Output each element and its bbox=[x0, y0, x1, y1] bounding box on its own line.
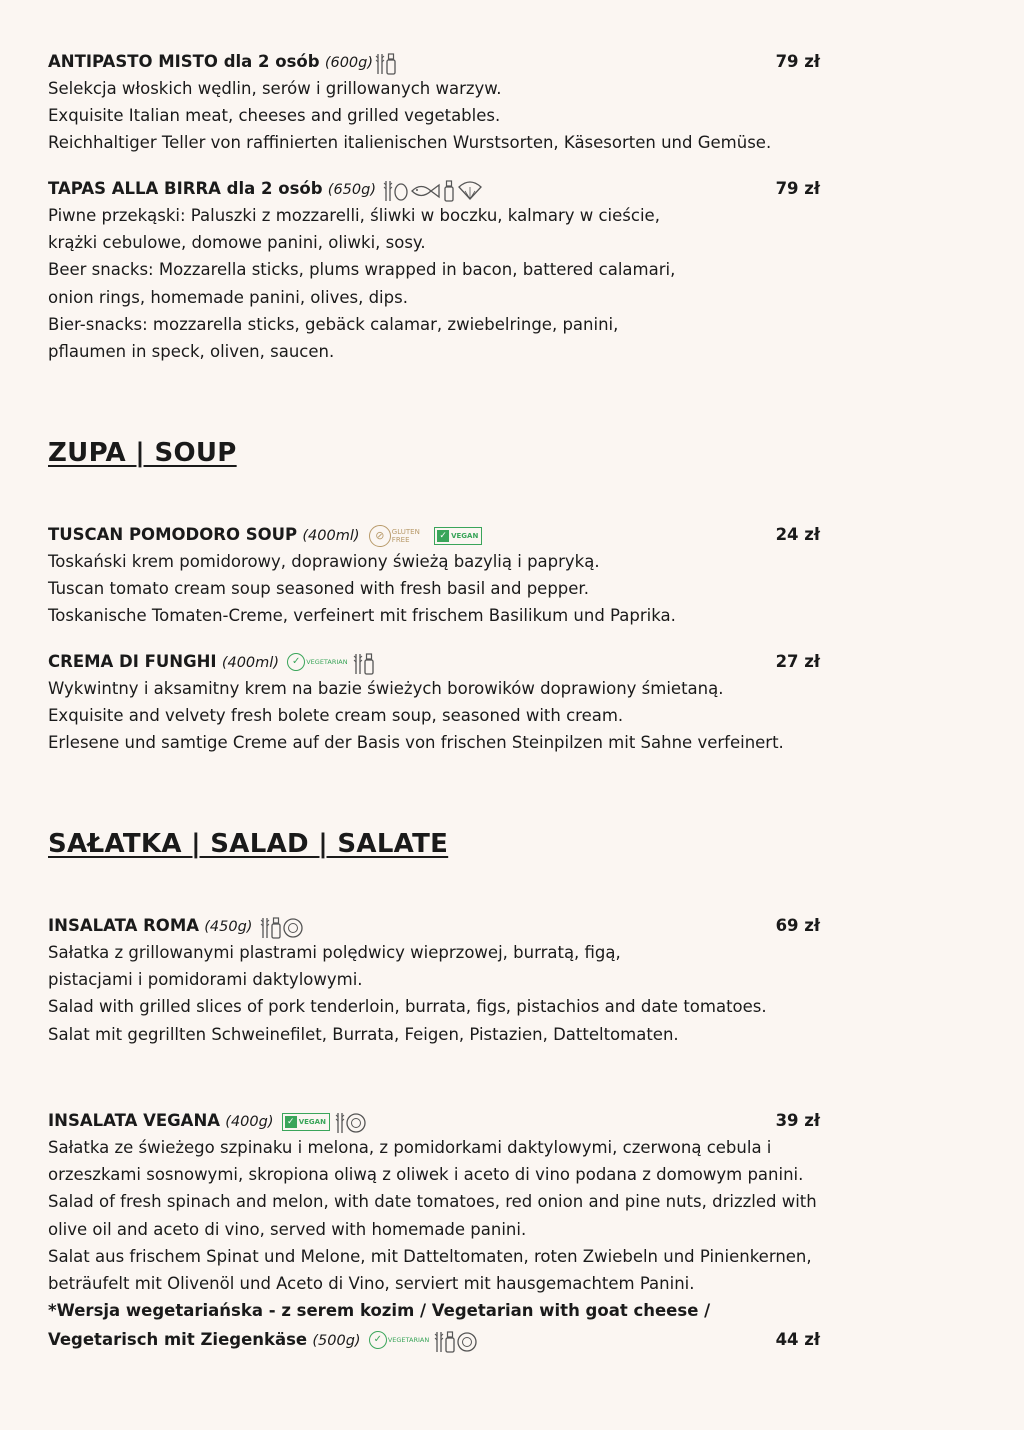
variant-header bbox=[48, 1326, 838, 1353]
gluten-free-label bbox=[392, 528, 420, 544]
item-description-pl: Wykwintny i aksamitny krem na bazie świeżych borowików doprawiony śmietaną. bbox=[48, 679, 724, 698]
vegan-label: VEGAN bbox=[451, 531, 479, 540]
item-description-de: Salat aus frischem Spinat und Melone, mit Datteltomaten, roten Zwiebeln und Pinienkernen, bbox=[48, 1246, 812, 1266]
item-header bbox=[48, 648, 838, 675]
gluten-free-label-line: FREE bbox=[391, 535, 410, 544]
item-price: 79 zł bbox=[775, 179, 820, 198]
menu-item-tuscan-soup bbox=[48, 521, 838, 630]
menu-item-tapas bbox=[48, 175, 838, 365]
item-description-en: olive oil and aceto di vino, served with homemade panini. bbox=[48, 1219, 527, 1239]
milk-icon bbox=[270, 916, 282, 940]
milk-icon bbox=[444, 1330, 456, 1354]
vegetarian-label: VEGETARIAN bbox=[306, 658, 348, 666]
item-price: 69 zł bbox=[775, 916, 820, 935]
menu-item-insalata-roma bbox=[48, 912, 838, 1048]
item-description-pl: Sałatka z grillowanymi plastrami polędwicy wieprzowej, burratą, figą, bbox=[48, 943, 621, 962]
leaf-check-icon: ✓ bbox=[285, 1116, 297, 1128]
item-weight: (400g) bbox=[225, 1114, 274, 1130]
fish-icon bbox=[409, 179, 443, 203]
nuts-icon bbox=[456, 1330, 478, 1354]
menu-item-insalata-vegana bbox=[48, 1107, 838, 1353]
item-weight: (450g) bbox=[204, 919, 253, 935]
item-header bbox=[48, 48, 838, 75]
gluten-free-label-line: GLUTEN bbox=[391, 527, 420, 536]
vegetarian-label: VEGETARIAN bbox=[387, 1336, 430, 1345]
nuts-icon bbox=[345, 1111, 367, 1135]
milk-icon bbox=[443, 179, 455, 203]
item-name: TAPAS ALLA BIRRA dla 2 osób bbox=[48, 179, 323, 198]
menu-item-crema-di-funghi bbox=[48, 648, 838, 757]
item-name: CREMA DI FUNGHI bbox=[48, 652, 217, 671]
item-name: INSALATA VEGANA bbox=[48, 1111, 221, 1130]
milk-icon bbox=[363, 652, 375, 676]
item-description-en: Exquisite and velvety fresh bolete cream soup, seasoned with cream. bbox=[48, 706, 624, 726]
item-price: 27 zł bbox=[775, 652, 820, 671]
allergen-icons bbox=[260, 913, 304, 940]
leaf-check-icon: ✓ bbox=[437, 530, 449, 542]
allergen-icons bbox=[375, 49, 397, 76]
item-description-pl: Sałatka ze świeżego szpinaku i melona, z pomidorkami daktylowymi, czerwoną cebula i bbox=[48, 1138, 772, 1157]
item-description-de: beträufelt mit Olivenöl und Aceto di Vino, serviert mit hausgemachtem Panini. bbox=[48, 1273, 695, 1293]
vegetarian-badge bbox=[287, 649, 347, 676]
allergen-icons bbox=[353, 649, 375, 676]
shellfish-icon bbox=[455, 179, 485, 203]
check-icon: ✓ bbox=[287, 653, 305, 671]
allergen-icons bbox=[335, 1108, 367, 1135]
allergen-icons bbox=[434, 1327, 478, 1354]
variant-price: 44 zł bbox=[775, 1330, 820, 1350]
variant-name: Vegetarisch mit Ziegenkäse bbox=[48, 1330, 308, 1350]
milk-icon bbox=[385, 52, 397, 76]
item-description-en: Beer snacks: Mozzarella sticks, plums wrapped in bacon, battered calamari, bbox=[48, 260, 676, 280]
gluten-icon bbox=[383, 179, 393, 203]
item-description-en: Exquisite Italian meat, cheeses and grilled vegetables. bbox=[48, 106, 501, 126]
item-weight: (600g) bbox=[324, 55, 374, 71]
item-description-de: Salat mit gegrillten Schweinefilet, Burrata, Feigen, Pistazien, Datteltomaten. bbox=[48, 1024, 679, 1044]
item-weight: (650g) bbox=[327, 182, 376, 198]
item-price: 79 zł bbox=[775, 52, 820, 71]
item-name: INSALATA ROMA bbox=[48, 916, 200, 935]
item-name: ANTIPASTO MISTO dla 2 osób bbox=[48, 52, 320, 71]
item-description-en: Salad of fresh spinach and melon, with date tomatoes, red onion and pine nuts, drizzled with bbox=[48, 1192, 817, 1212]
allergen-icons bbox=[383, 176, 485, 203]
item-name: TUSCAN POMODORO SOUP bbox=[48, 525, 298, 544]
item-header bbox=[48, 175, 838, 202]
item-description-pl: orzeszkami sosnowymi, skropiona oliwą z oliwek i aceto di vino podana z domowym panini. bbox=[48, 1165, 804, 1185]
item-header bbox=[48, 521, 838, 548]
item-description-pl: pistacjami i pomidorami daktylowymi. bbox=[48, 970, 363, 990]
item-description-en: Tuscan tomato cream soup seasoned with fresh basil and pepper. bbox=[48, 579, 589, 599]
vegan-badge bbox=[282, 1113, 330, 1131]
item-description-en: Salad with grilled slices of pork tenderloin, burrata, figs, pistachios and date tomatoes. bbox=[48, 997, 767, 1017]
item-weight: (400ml) bbox=[221, 655, 279, 671]
gluten-icon bbox=[353, 652, 363, 676]
egg-icon bbox=[393, 179, 409, 203]
nuts-icon bbox=[282, 916, 304, 940]
item-description-pl: Selekcja włoskich wędlin, serów i grillowanych warzyw. bbox=[48, 79, 502, 98]
variant-weight: (500g) bbox=[312, 1333, 361, 1350]
item-description-text: krążki cebulowe, domowe panini, oliwki, sosy. bbox=[48, 233, 426, 253]
item-description-de: Reichhaltiger Teller von raffinierten italienischen Wurstsorten, Käsesorten und Gemüse. bbox=[48, 133, 772, 153]
item-price: 24 zł bbox=[775, 525, 820, 544]
item-description-pl: Piwne przekąski: Paluszki z mozzarelli, śliwki w boczku, kalmary w cieście, bbox=[48, 206, 660, 225]
item-description-de: Bier-snacks: mozzarella sticks, gebäck calamar, zwiebelringe, panini, bbox=[48, 314, 619, 334]
section-heading-soup: ZUPA | SOUP bbox=[48, 438, 237, 468]
item-description-pl: Toskański krem pomidorowy, doprawiony świeżą bazylią i papryką. bbox=[48, 552, 600, 571]
gluten-icon bbox=[434, 1330, 444, 1354]
item-description-en: onion rings, homemade panini, olives, dips. bbox=[48, 287, 408, 307]
vegan-badge bbox=[434, 527, 482, 545]
item-description-de: Erlesene und samtige Creme auf der Basis von frischen Steinpilzen mit Sahne verfeinert. bbox=[48, 733, 784, 753]
item-header bbox=[48, 912, 838, 939]
section-heading-salad: SAŁATKA | SALAD | SALATE bbox=[48, 829, 449, 859]
item-description-de: pflaumen in speck, oliven, saucen. bbox=[48, 341, 335, 361]
item-weight: (400ml) bbox=[302, 528, 360, 544]
check-icon: ✓ bbox=[369, 1331, 387, 1349]
vegetarian-badge bbox=[369, 1327, 429, 1354]
variant-note: *Wersja wegetariańska - z serem kozim / Vegetarian with goat cheese / bbox=[48, 1301, 711, 1321]
gluten-free-badge bbox=[369, 525, 420, 547]
item-header bbox=[48, 1107, 838, 1134]
gluten-free-icon: ⊘ bbox=[369, 525, 391, 547]
item-description-de: Toskanische Tomaten-Creme, verfeinert mit frischem Basilikum und Paprika. bbox=[48, 606, 676, 626]
gluten-icon bbox=[375, 52, 385, 76]
gluten-icon bbox=[260, 916, 270, 940]
gluten-icon bbox=[335, 1111, 345, 1135]
vegan-label: VEGAN bbox=[298, 1117, 326, 1126]
item-description-pl bbox=[48, 229, 838, 256]
item-price: 39 zł bbox=[775, 1111, 820, 1130]
menu-item-antipasto bbox=[48, 48, 838, 157]
